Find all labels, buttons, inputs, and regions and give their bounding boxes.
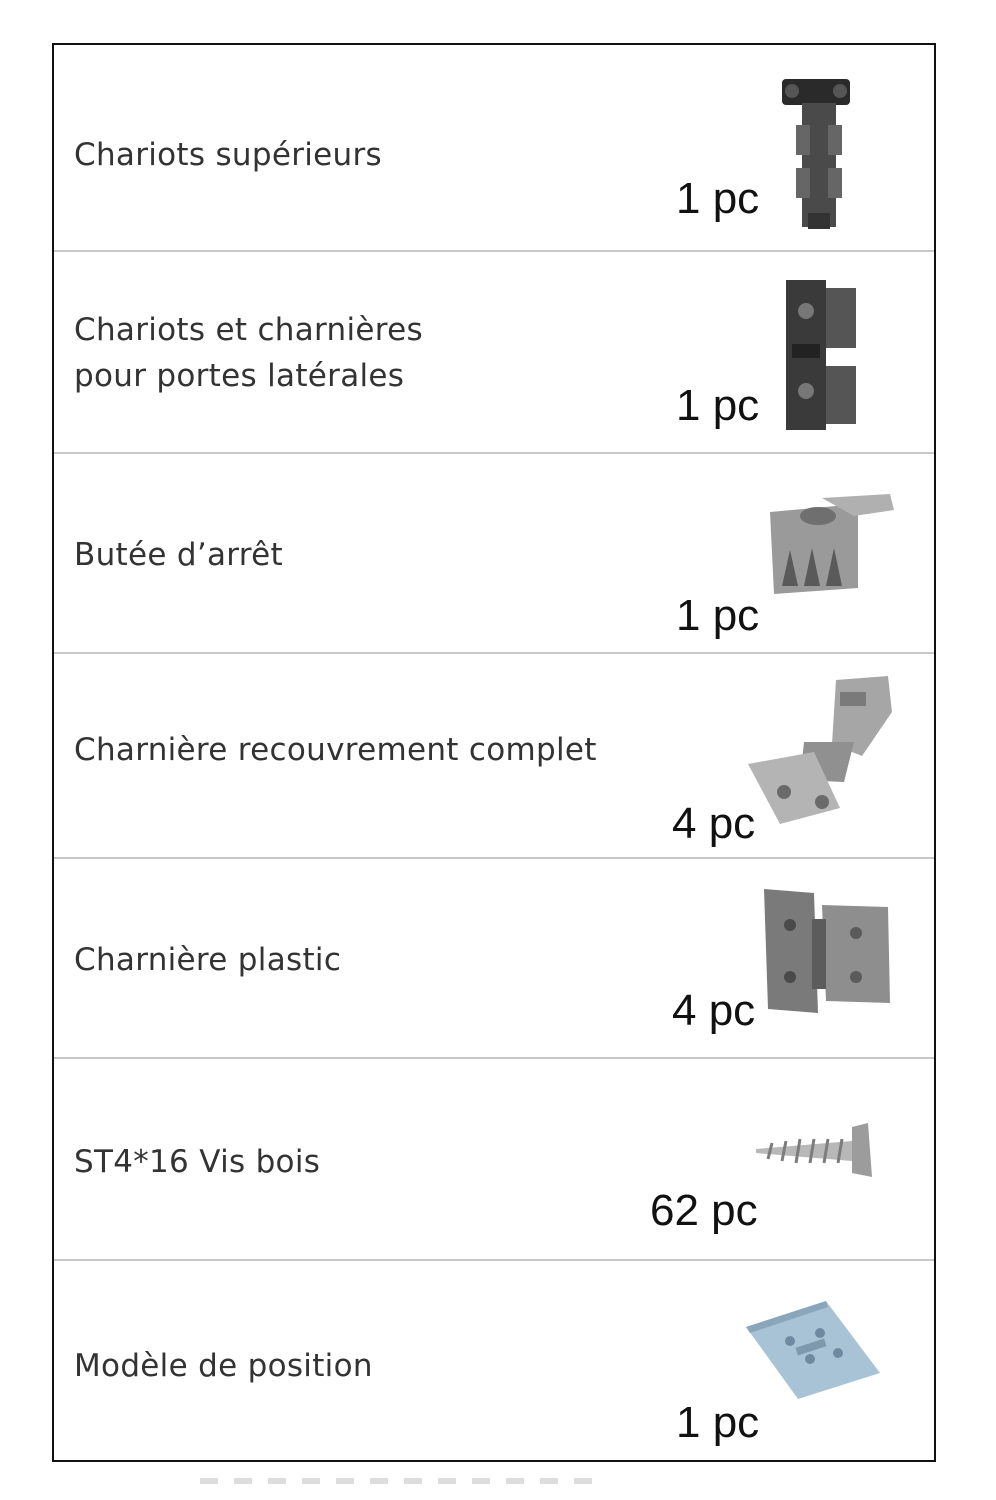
faint-footer-text (200, 1478, 600, 1484)
top-carriage-icon (774, 73, 864, 233)
item-quantity: 1 pc (676, 591, 760, 640)
item-label: Charnière plastic (74, 942, 342, 978)
item-label: Chariots et charnières pour portes latérales (74, 312, 423, 394)
item-quantity: 4 pc (672, 799, 756, 848)
item-label: ST4*16 Vis bois (74, 1144, 321, 1180)
item-quantity: 1 pc (676, 381, 760, 430)
list-item (54, 1259, 934, 1460)
list-item (54, 652, 934, 857)
item-label: Modèle de position (74, 1348, 373, 1384)
full-overlay-hinge-icon (744, 672, 896, 832)
list-item (54, 45, 934, 250)
item-quantity: 4 pc (672, 986, 756, 1035)
parts-list (52, 43, 936, 1462)
door-stop-icon (762, 490, 898, 602)
item-quantity: 1 pc (676, 174, 760, 223)
item-label: Charnière recouvrement complet (74, 732, 597, 768)
side-door-carriage-hinge-icon (776, 276, 866, 434)
item-quantity: 62 pc (650, 1186, 758, 1235)
wood-screw-icon (752, 1121, 876, 1181)
list-item (54, 250, 934, 452)
list-item (54, 857, 934, 1057)
list-item (54, 452, 934, 652)
item-label: Chariots supérieurs (74, 137, 382, 173)
position-template-icon (744, 1297, 884, 1403)
list-item (54, 1057, 934, 1259)
item-label: Butée d’arrêt (74, 537, 283, 573)
plastic-hinge-icon (760, 885, 894, 1017)
item-quantity: 1 pc (676, 1398, 760, 1447)
